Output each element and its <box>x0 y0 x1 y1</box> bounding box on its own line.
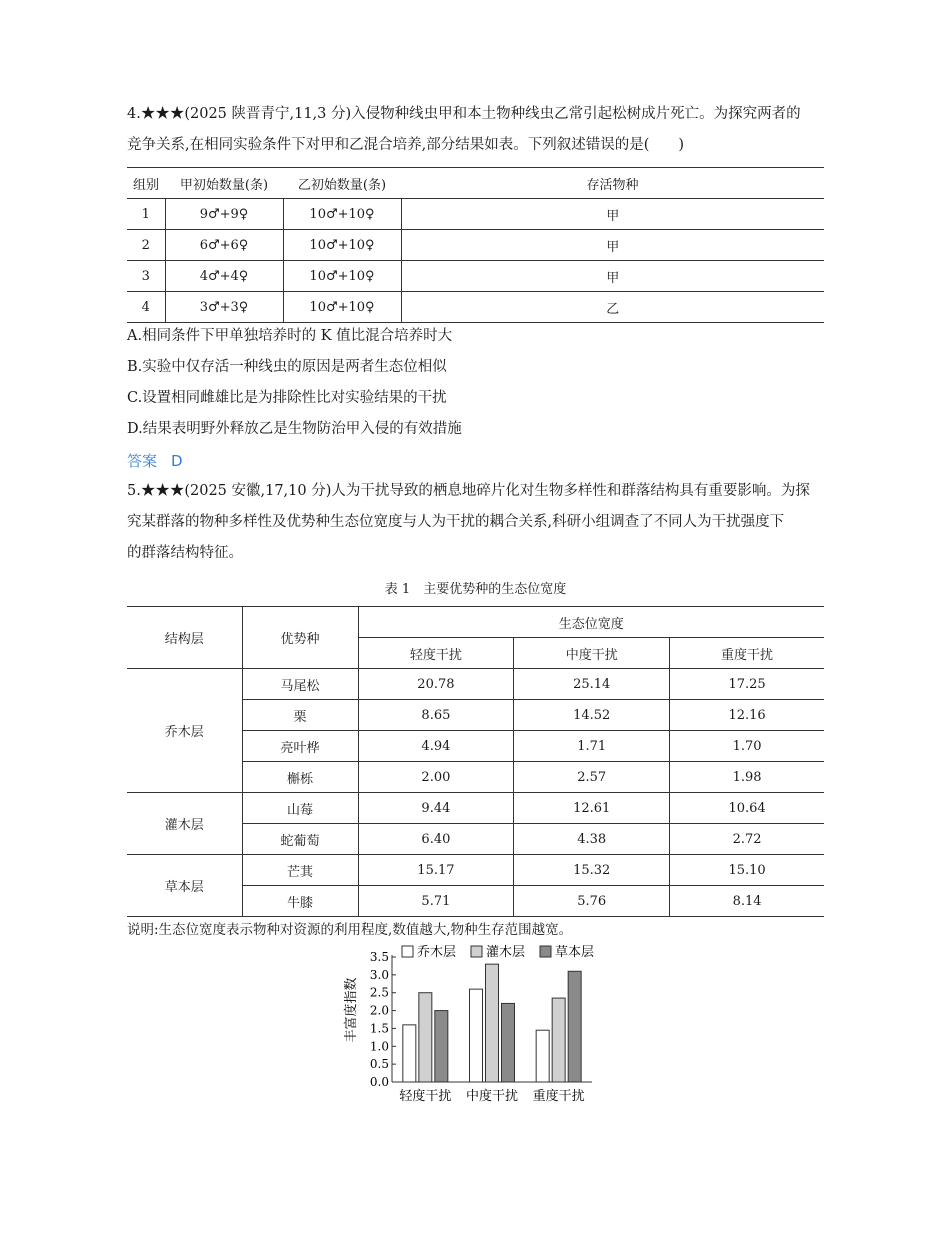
table-row <box>127 292 824 323</box>
chart-legend <box>402 944 594 960</box>
question-4-line-2: 竞争关系,在相同实验条件下对甲和乙混合培养,部分结果如表。下列叙述错误的是( ) <box>127 137 685 153</box>
table-cell: 芒萁 <box>242 855 358 886</box>
table-cell: 2 <box>127 230 165 261</box>
table-cell: 10♂+10♀ <box>283 261 401 292</box>
richness-bar-chart <box>340 940 610 1110</box>
x-tick-label: 重度干扰 <box>532 1089 585 1104</box>
layer-cell: 灌木层 <box>127 793 242 855</box>
table-cell: 1.70 <box>670 731 824 762</box>
table-cell: 2.00 <box>358 762 514 793</box>
question-4-stem <box>127 99 827 161</box>
bar <box>403 1025 416 1082</box>
bar <box>536 1030 549 1082</box>
legend-swatch <box>402 946 413 957</box>
table-cell: 4.38 <box>514 824 670 855</box>
table-row <box>127 261 824 292</box>
table-cell: 6♂+6♀ <box>165 230 283 261</box>
y-tick-label: 2.0 <box>369 1003 389 1018</box>
bar <box>486 964 499 1082</box>
table-cell: 乙 <box>401 292 824 323</box>
table-row <box>127 855 824 886</box>
table-cell: 1.71 <box>514 731 670 762</box>
y-tick-label: 2.5 <box>369 985 389 1000</box>
table-header: 组别 <box>127 168 165 199</box>
option-a: A.相同条件下甲单独培养时的 K 值比混合培养时大 <box>127 328 453 344</box>
table-cell: 5.76 <box>514 886 670 917</box>
table-cell: 甲 <box>401 199 824 230</box>
table-cell: 马尾松 <box>242 669 358 700</box>
table-cell: 4♂+4♀ <box>165 261 283 292</box>
layer-cell: 乔木层 <box>127 669 242 793</box>
table-header: 优势种 <box>242 607 358 669</box>
table-cell: 牛膝 <box>242 886 358 917</box>
table-cell: 3 <box>127 261 165 292</box>
table-header: 中度干扰 <box>514 638 670 669</box>
table-header: 轻度干扰 <box>358 638 514 669</box>
table-cell: 1 <box>127 199 165 230</box>
table-cell: 2.57 <box>514 762 670 793</box>
niche-width-table <box>127 606 824 917</box>
question-4-line-1: 4.★★★(2025 陕晋青宁,11,3 分)入侵物种线虫甲和本土物种线虫乙常引起松树成片死亡。为探究两者的 <box>127 106 801 122</box>
x-tick-label: 中度干扰 <box>465 1089 519 1104</box>
option-b: B.实验中仅存活一种线虫的原因是两者生态位相似 <box>127 359 447 375</box>
legend-label: 乔木层 <box>417 945 457 960</box>
table-cell: 5.71 <box>358 886 514 917</box>
y-tick-label: 1.5 <box>369 1021 389 1036</box>
table-cell: 20.78 <box>358 669 514 700</box>
answer-line <box>127 450 183 471</box>
table-cell: 15.10 <box>670 855 824 886</box>
bar <box>470 989 483 1082</box>
table-cell: 8.65 <box>358 700 514 731</box>
table-note: 说明:生态位宽度表示物种对资源的利用程度,数值越大,物种生存范围越宽。 <box>127 922 573 938</box>
table-cell: 9.44 <box>358 793 514 824</box>
bar <box>502 1003 515 1082</box>
bar <box>568 971 581 1082</box>
question-4-table <box>127 167 824 323</box>
y-tick-label: 3.0 <box>369 967 389 982</box>
question-5-line-3: 的群落结构特征。 <box>127 545 243 561</box>
table-cell: 12.61 <box>514 793 670 824</box>
x-tick-label: 轻度干扰 <box>399 1089 452 1104</box>
option-c: C.设置相同雌雄比是为排除性比对实验结果的干扰 <box>127 390 447 406</box>
bar <box>435 1011 448 1082</box>
table-cell: 14.52 <box>514 700 670 731</box>
table-cell: 9♂+9♀ <box>165 199 283 230</box>
table-row <box>127 793 824 824</box>
table-cell: 8.14 <box>670 886 824 917</box>
table-caption: 表 1 主要优势种的生态位宽度 <box>384 582 567 597</box>
option-d: D.结果表明野外释放乙是生物防治甲入侵的有效措施 <box>127 421 462 437</box>
table-cell: 10♂+10♀ <box>283 230 401 261</box>
table-header: 生态位宽度 <box>358 607 824 638</box>
table-cell: 12.16 <box>670 700 824 731</box>
bar <box>552 998 565 1082</box>
legend-swatch <box>471 946 482 957</box>
table-cell: 3♂+3♀ <box>165 292 283 323</box>
table-cell: 槲栎 <box>242 762 358 793</box>
answer-label: 答案 <box>127 452 158 470</box>
y-axis-label: 丰富度指数 <box>344 977 359 1043</box>
table-cell: 6.40 <box>358 824 514 855</box>
table-row <box>127 230 824 261</box>
table-cell: 10.64 <box>670 793 824 824</box>
legend-label: 草本层 <box>555 945 595 960</box>
table-cell: 25.14 <box>514 669 670 700</box>
table-cell: 4 <box>127 292 165 323</box>
table-header: 结构层 <box>127 607 242 669</box>
table-cell: 甲 <box>401 261 824 292</box>
bar <box>419 993 432 1082</box>
table-cell: 15.17 <box>358 855 514 886</box>
table-cell: 蛇葡萄 <box>242 824 358 855</box>
table-row <box>127 669 824 700</box>
table-cell: 甲 <box>401 230 824 261</box>
table-header: 重度干扰 <box>670 638 824 669</box>
y-tick-label: 1.0 <box>369 1039 389 1054</box>
table-row <box>127 199 824 230</box>
table-cell: 17.25 <box>670 669 824 700</box>
table-cell: 亮叶桦 <box>242 731 358 762</box>
table-cell: 15.32 <box>514 855 670 886</box>
table-cell: 4.94 <box>358 731 514 762</box>
table-header: 存活物种 <box>401 168 824 199</box>
question-5-line-1: 5.★★★(2025 安徽,17,10 分)人为干扰导致的栖息地碎片化对生物多样性和群落结构具有重要影响。为探 <box>127 483 810 499</box>
question-5-stem <box>127 476 827 569</box>
table-cell: 1.98 <box>670 762 824 793</box>
table-cell: 山莓 <box>242 793 358 824</box>
table-cell: 10♂+10♀ <box>283 292 401 323</box>
y-tick-label: 3.5 <box>369 950 389 964</box>
table-cell: 2.72 <box>670 824 824 855</box>
layer-cell: 草本层 <box>127 855 242 917</box>
legend-swatch <box>540 946 551 957</box>
y-tick-label: 0.0 <box>369 1075 389 1089</box>
y-tick-label: 0.5 <box>369 1057 389 1072</box>
table-header: 甲初始数量(条) <box>165 168 283 199</box>
table-cell: 10♂+10♀ <box>283 199 401 230</box>
table-header: 乙初始数量(条) <box>283 168 401 199</box>
chart-bars <box>399 964 584 1104</box>
answer-value: D <box>171 452 183 470</box>
table-cell: 栗 <box>242 700 358 731</box>
legend-label: 灌木层 <box>486 945 526 960</box>
question-5-line-2: 究某群落的物种多样性及优势种生态位宽度与人为干扰的耦合关系,科研小组调查了不同人为干扰强度下 <box>127 514 785 530</box>
